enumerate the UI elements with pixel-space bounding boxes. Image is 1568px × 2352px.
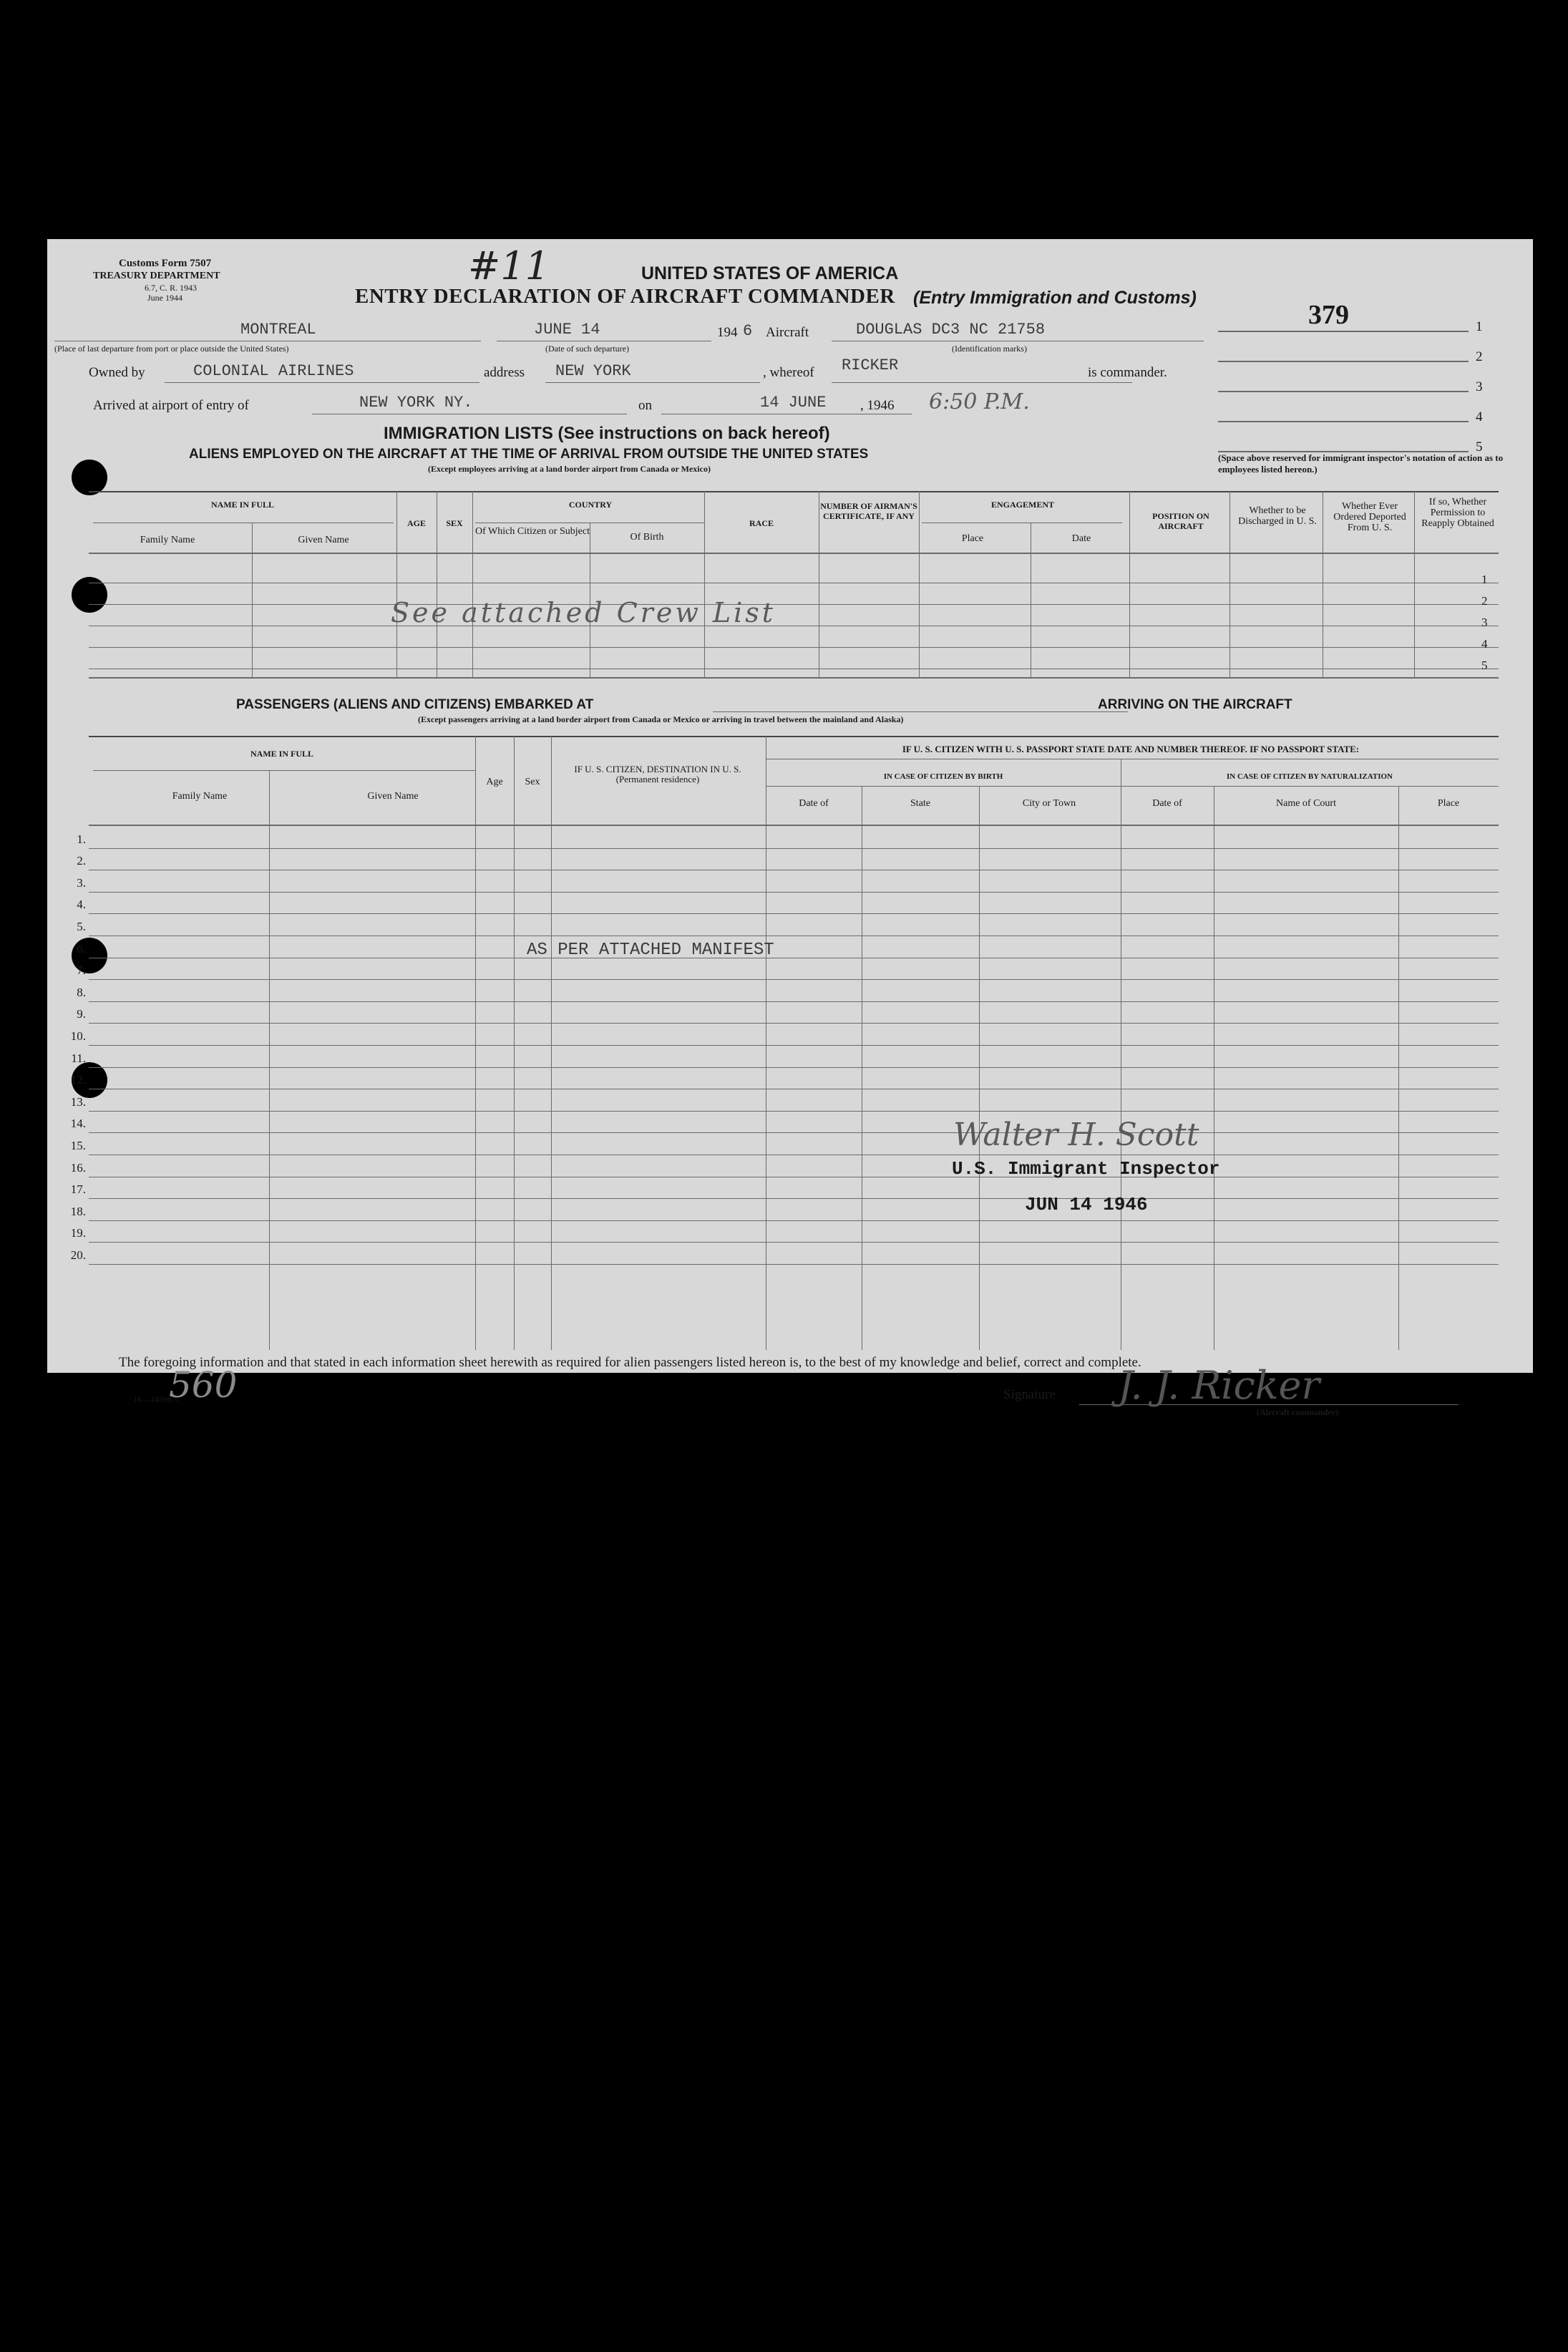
row-number: 19. bbox=[70, 1226, 86, 1240]
row-number: 18. bbox=[70, 1205, 86, 1218]
col-divider bbox=[1129, 491, 1130, 677]
arrival-year: , 1946 bbox=[860, 398, 895, 413]
col-divider bbox=[1229, 491, 1230, 677]
row-number: 10. bbox=[70, 1029, 86, 1043]
certification-text: The foregoing information and that stated in each information sheet herewith as required for alien passengers listed hereon is, to the best of my knowledge and belief, correct and complete. bbox=[119, 1355, 1141, 1370]
passengers-heading-left: PASSENGERS (ALIENS AND CITIZENS) EMBARKED AT bbox=[236, 697, 594, 712]
row-line bbox=[89, 677, 1499, 679]
table-row bbox=[89, 1111, 1499, 1112]
col-of-birth: Of Birth bbox=[630, 532, 664, 543]
table-row bbox=[89, 1001, 1499, 1002]
table-row bbox=[89, 979, 1499, 980]
col-pass-by-naturalization: IN CASE OF CITIZEN BY NATURALIZATION bbox=[1227, 772, 1393, 781]
col-pass-given-name: Given Name bbox=[367, 791, 419, 802]
table-row bbox=[89, 1045, 1499, 1046]
table-row bbox=[89, 1242, 1499, 1243]
margin-number: 4 bbox=[1476, 409, 1483, 424]
fill-line bbox=[545, 382, 760, 383]
col-citizen-of: Of Which Citizen or Subject bbox=[475, 526, 590, 537]
margin-number: 3 bbox=[1476, 379, 1483, 394]
row-line bbox=[89, 647, 1499, 648]
col-divider bbox=[1414, 491, 1415, 677]
table-rule bbox=[89, 491, 1499, 492]
immigration-note: (Except employees arriving at a land border airport from Canada or Mexico) bbox=[428, 464, 711, 474]
col-pass-sex: Sex bbox=[525, 777, 540, 787]
col-position: POSITION ON AIRCRAFT bbox=[1152, 511, 1209, 531]
row-number: 4 bbox=[1481, 637, 1488, 651]
handwritten-margin-number: 560 bbox=[169, 1364, 238, 1406]
row-number: 16. bbox=[70, 1161, 86, 1175]
table-row bbox=[89, 1220, 1499, 1221]
owned-by-label: Owned by bbox=[89, 365, 145, 380]
col-permission: If so, Whether Permission to Reapply Obtained bbox=[1421, 497, 1494, 529]
col-discharged: Whether to be Discharged in U. S. bbox=[1238, 505, 1317, 527]
col-divider bbox=[514, 736, 515, 1350]
row-number: 3 bbox=[1481, 616, 1488, 629]
commander-name: RICKER bbox=[842, 356, 899, 374]
departure-year-suffix: 6 bbox=[743, 322, 753, 340]
col-pass-age: Age bbox=[486, 777, 503, 787]
col-pass-date-of-2: Date of bbox=[1152, 798, 1182, 809]
row-number: 11. bbox=[71, 1051, 86, 1065]
fill-line bbox=[713, 711, 1128, 712]
col-divider bbox=[704, 491, 705, 677]
table-row bbox=[89, 848, 1499, 849]
aircraft-caption: (Identification marks) bbox=[952, 344, 1027, 354]
row-number: 14. bbox=[70, 1117, 86, 1130]
row-number: 9. bbox=[77, 1007, 86, 1021]
table-row bbox=[89, 1264, 1499, 1265]
regulation: 6.7, C. R. 1943 bbox=[145, 283, 198, 293]
margin-number: 5 bbox=[1476, 439, 1483, 455]
arrival-on-label: on bbox=[638, 398, 652, 413]
table-row bbox=[89, 1198, 1499, 1199]
row-number: 7. bbox=[77, 963, 86, 977]
table-row bbox=[89, 1067, 1499, 1068]
col-pass-by-birth: IN CASE OF CITIZEN BY BIRTH bbox=[883, 772, 1003, 781]
whereof-label: , whereof bbox=[763, 365, 814, 380]
col-age: AGE bbox=[406, 518, 426, 528]
margin-number: 1 bbox=[1476, 319, 1483, 334]
row-number: 4. bbox=[77, 898, 86, 911]
commander-signature: J. J. Ricker bbox=[1118, 1363, 1320, 1408]
owner-address: NEW YORK bbox=[555, 362, 631, 380]
col-pass-destination: IF U. S. CITIZEN, DESTINATION IN U. S. (Permanent residence) bbox=[574, 764, 741, 784]
row-number: 6. bbox=[77, 942, 86, 956]
col-name-in-full: NAME IN FULL bbox=[210, 500, 274, 510]
aircraft-id: DOUGLAS DC3 NC 21758 bbox=[856, 321, 1046, 339]
col-pass-court: Name of Court bbox=[1276, 798, 1336, 809]
table-row bbox=[89, 1132, 1499, 1133]
col-pass-date-of: Date of bbox=[799, 798, 829, 809]
col-divider bbox=[93, 770, 475, 771]
owner-name: COLONIAL AIRLINES bbox=[193, 362, 354, 380]
arrival-airport: NEW YORK NY. bbox=[359, 394, 473, 412]
handwritten-number: #11 bbox=[468, 243, 550, 288]
arrival-time: 6:50 P.M. bbox=[929, 389, 1030, 414]
row-number: 20. bbox=[70, 1248, 86, 1262]
aircraft-label: Aircraft bbox=[766, 325, 809, 340]
page-number: 379 bbox=[1308, 300, 1349, 330]
stamp-date: JUN 14 1946 bbox=[1025, 1194, 1148, 1215]
margin-line bbox=[1218, 361, 1469, 362]
punch-hole bbox=[72, 460, 107, 495]
table-rule bbox=[89, 553, 1499, 554]
margin-line bbox=[1218, 331, 1469, 332]
col-family-name: Family Name bbox=[140, 535, 195, 545]
table-rule bbox=[89, 736, 1499, 737]
row-number: 3. bbox=[77, 876, 86, 890]
departure-place-caption: (Place of last departure from port or place outside the United States) bbox=[54, 344, 289, 354]
col-divider bbox=[766, 786, 1499, 787]
row-line bbox=[89, 604, 1499, 605]
immigration-subheading: ALIENS EMPLOYED ON THE AIRCRAFT AT THE TIME OF ARRIVAL FROM OUTSIDE THE UNITED STATES bbox=[189, 447, 869, 462]
fill-line bbox=[165, 382, 479, 383]
arrival-label: Arrived at airport of entry of bbox=[93, 398, 249, 413]
col-sex: SEX bbox=[446, 518, 463, 528]
row-number: 1 bbox=[1481, 573, 1488, 586]
col-engagement-place: Place bbox=[961, 533, 984, 544]
row-number: 15. bbox=[70, 1139, 86, 1152]
col-divider bbox=[1398, 786, 1399, 1350]
col-divider bbox=[252, 523, 253, 677]
col-divider bbox=[475, 736, 476, 1350]
col-pass-place: Place bbox=[1437, 798, 1460, 809]
commander-suffix: is commander. bbox=[1088, 365, 1167, 380]
departure-date-caption: (Date of such departure) bbox=[545, 344, 629, 354]
arrival-date: 14 JUNE bbox=[760, 394, 827, 412]
row-number: 13. bbox=[70, 1095, 86, 1109]
row-number: 1. bbox=[77, 832, 86, 846]
margin-number: 2 bbox=[1476, 349, 1483, 364]
col-divider bbox=[396, 491, 397, 677]
inspector-signature: Walter H. Scott bbox=[953, 1117, 1199, 1153]
col-country: COUNTRY bbox=[568, 500, 613, 510]
fill-line bbox=[832, 382, 1132, 383]
departure-place: MONTREAL bbox=[240, 321, 316, 339]
col-engagement: ENGAGEMENT bbox=[990, 500, 1054, 510]
col-divider bbox=[919, 491, 920, 677]
form-number: Customs Form 7507 bbox=[119, 258, 212, 269]
inspector-title: U.S. Immigrant Inspector bbox=[952, 1158, 1220, 1180]
immigration-heading: IMMIGRATION LISTS (See instructions on back hereof) bbox=[384, 424, 830, 443]
row-number: 5 bbox=[1481, 659, 1488, 672]
print-code: 16—24598-5 bbox=[133, 1394, 179, 1404]
col-divider bbox=[551, 736, 552, 1350]
inspector-note: (Space above reserved for immigrant inspector's notation of action as to employees listed hereon.) bbox=[1218, 452, 1504, 475]
col-pass-name-in-full: NAME IN FULL bbox=[250, 749, 313, 759]
departure-year-prefix: 194 bbox=[717, 325, 738, 340]
col-pass-state: State bbox=[910, 798, 930, 809]
row-number: 12. bbox=[70, 1073, 86, 1087]
col-pass-city: City or Town bbox=[1022, 798, 1076, 809]
passengers-heading-right: ARRIVING ON THE AIRCRAFT bbox=[1098, 697, 1292, 712]
form-sheet bbox=[47, 239, 1533, 1417]
signature-label: Signature bbox=[1003, 1387, 1056, 1402]
manifest-entry: AS PER ATTACHED MANIFEST bbox=[527, 941, 774, 960]
table-row bbox=[89, 913, 1499, 914]
table-row bbox=[89, 1023, 1499, 1024]
col-deported: Whether Ever Ordered Deported From U. S. bbox=[1333, 501, 1406, 533]
crew-list-entry: See attached Crew List bbox=[391, 597, 776, 628]
row-number: 2. bbox=[77, 854, 86, 868]
col-divider bbox=[472, 491, 473, 677]
col-divider bbox=[979, 786, 980, 1350]
row-number: 5. bbox=[77, 920, 86, 933]
form-subtitle: (Entry Immigration and Customs) bbox=[913, 288, 1197, 308]
row-number: 8. bbox=[77, 986, 86, 999]
col-airman-cert: NUMBER OF AIRMAN'S CERTIFICATE, IF ANY bbox=[820, 501, 917, 521]
row-number: 17. bbox=[70, 1182, 86, 1196]
address-label: address bbox=[484, 365, 525, 380]
country-heading: UNITED STATES OF AMERICA bbox=[641, 263, 899, 283]
col-engagement-date: Date bbox=[1071, 533, 1091, 544]
col-race: RACE bbox=[749, 518, 774, 528]
table-rule bbox=[89, 825, 1499, 826]
departure-date: JUNE 14 bbox=[534, 321, 600, 339]
row-number: 2 bbox=[1481, 594, 1488, 608]
form-title: ENTRY DECLARATION OF AIRCRAFT COMMANDER bbox=[355, 285, 895, 308]
signature-caption: (Aircraft commander) bbox=[1257, 1407, 1339, 1417]
col-pass-family-name: Family Name bbox=[172, 791, 228, 802]
col-pass-passport: IF U. S. CITIZEN WITH U. S. PASSPORT STATE DATE AND NUMBER THEREOF. IF NO PASSPORT STATE: bbox=[902, 744, 1360, 754]
department: TREASURY DEPARTMENT bbox=[93, 271, 220, 281]
passengers-note: (Except passengers arriving at a land border airport from Canada or Mexico or arriving in travel between the mainland and Alaska) bbox=[418, 714, 904, 724]
form-date: June 1944 bbox=[147, 293, 182, 303]
col-divider bbox=[269, 770, 270, 1350]
margin-line bbox=[1218, 391, 1469, 392]
table-row bbox=[89, 892, 1499, 893]
col-given-name: Given Name bbox=[298, 535, 349, 545]
margin-line bbox=[1218, 421, 1469, 422]
